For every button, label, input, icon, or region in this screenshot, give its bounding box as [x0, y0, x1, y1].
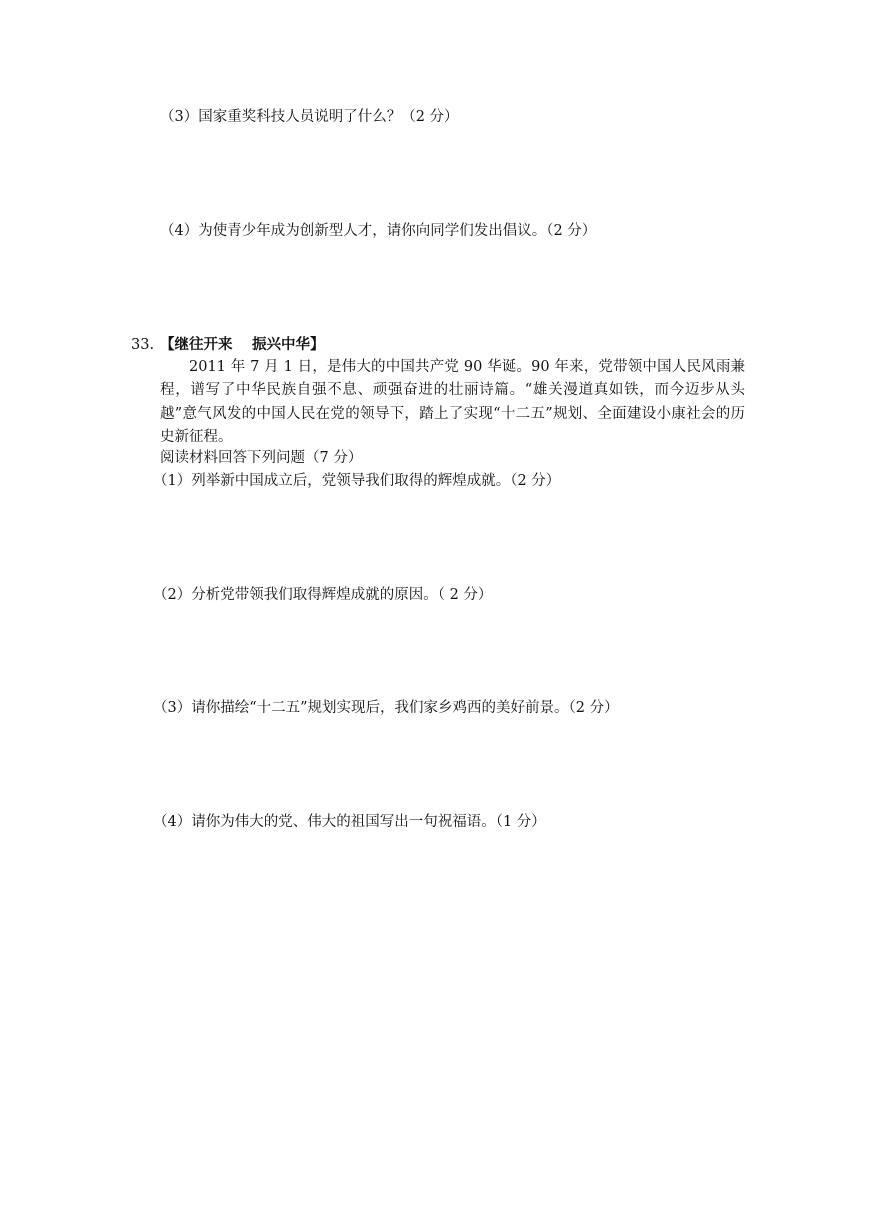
prev-question-sub3: （3）国家重奖科技人员说明了什么？（2 分）	[160, 109, 459, 125]
question-33-instruction: 阅读材料回答下列问题（7 分）	[160, 450, 363, 466]
question-33-sub4: （4）请你为伟大的党、伟大的祖国写出一句祝福语。（1 分）	[153, 814, 546, 830]
question-33-number: 33.	[131, 337, 155, 353]
question-33-material: 2011 年 7 月 1 日，是伟大的中国共产党 90 华诞。90 年来，党带领中国人民风雨兼程，谱写了中华民族自强不息、顽强奋进的壮丽诗篇。“雄关漫道真如铁，而今迈步从头越”意气风发的中国人民在党的领导下，踏上了实现“十二五”规划、全面建设小康社会的历史新征程。	[160, 359, 745, 445]
question-33-sub3: （3）请你描绘“十二五”规划实现后，我们家乡鸡西的美好前景。（2 分）	[153, 700, 619, 716]
question-33-sub2: （2）分析党带领我们取得辉煌成就的原因。（ 2 分）	[153, 587, 493, 603]
question-33-title: 【继往开来 振兴中华】	[160, 336, 325, 353]
question-33-sub1: （1）列举新中国成立后，党领导我们取得的辉煌成就。（2 分）	[153, 473, 561, 489]
prev-question-sub4: （4）为使青少年成为创新型人才，请你向同学们发出倡议。（2 分）	[160, 223, 597, 239]
